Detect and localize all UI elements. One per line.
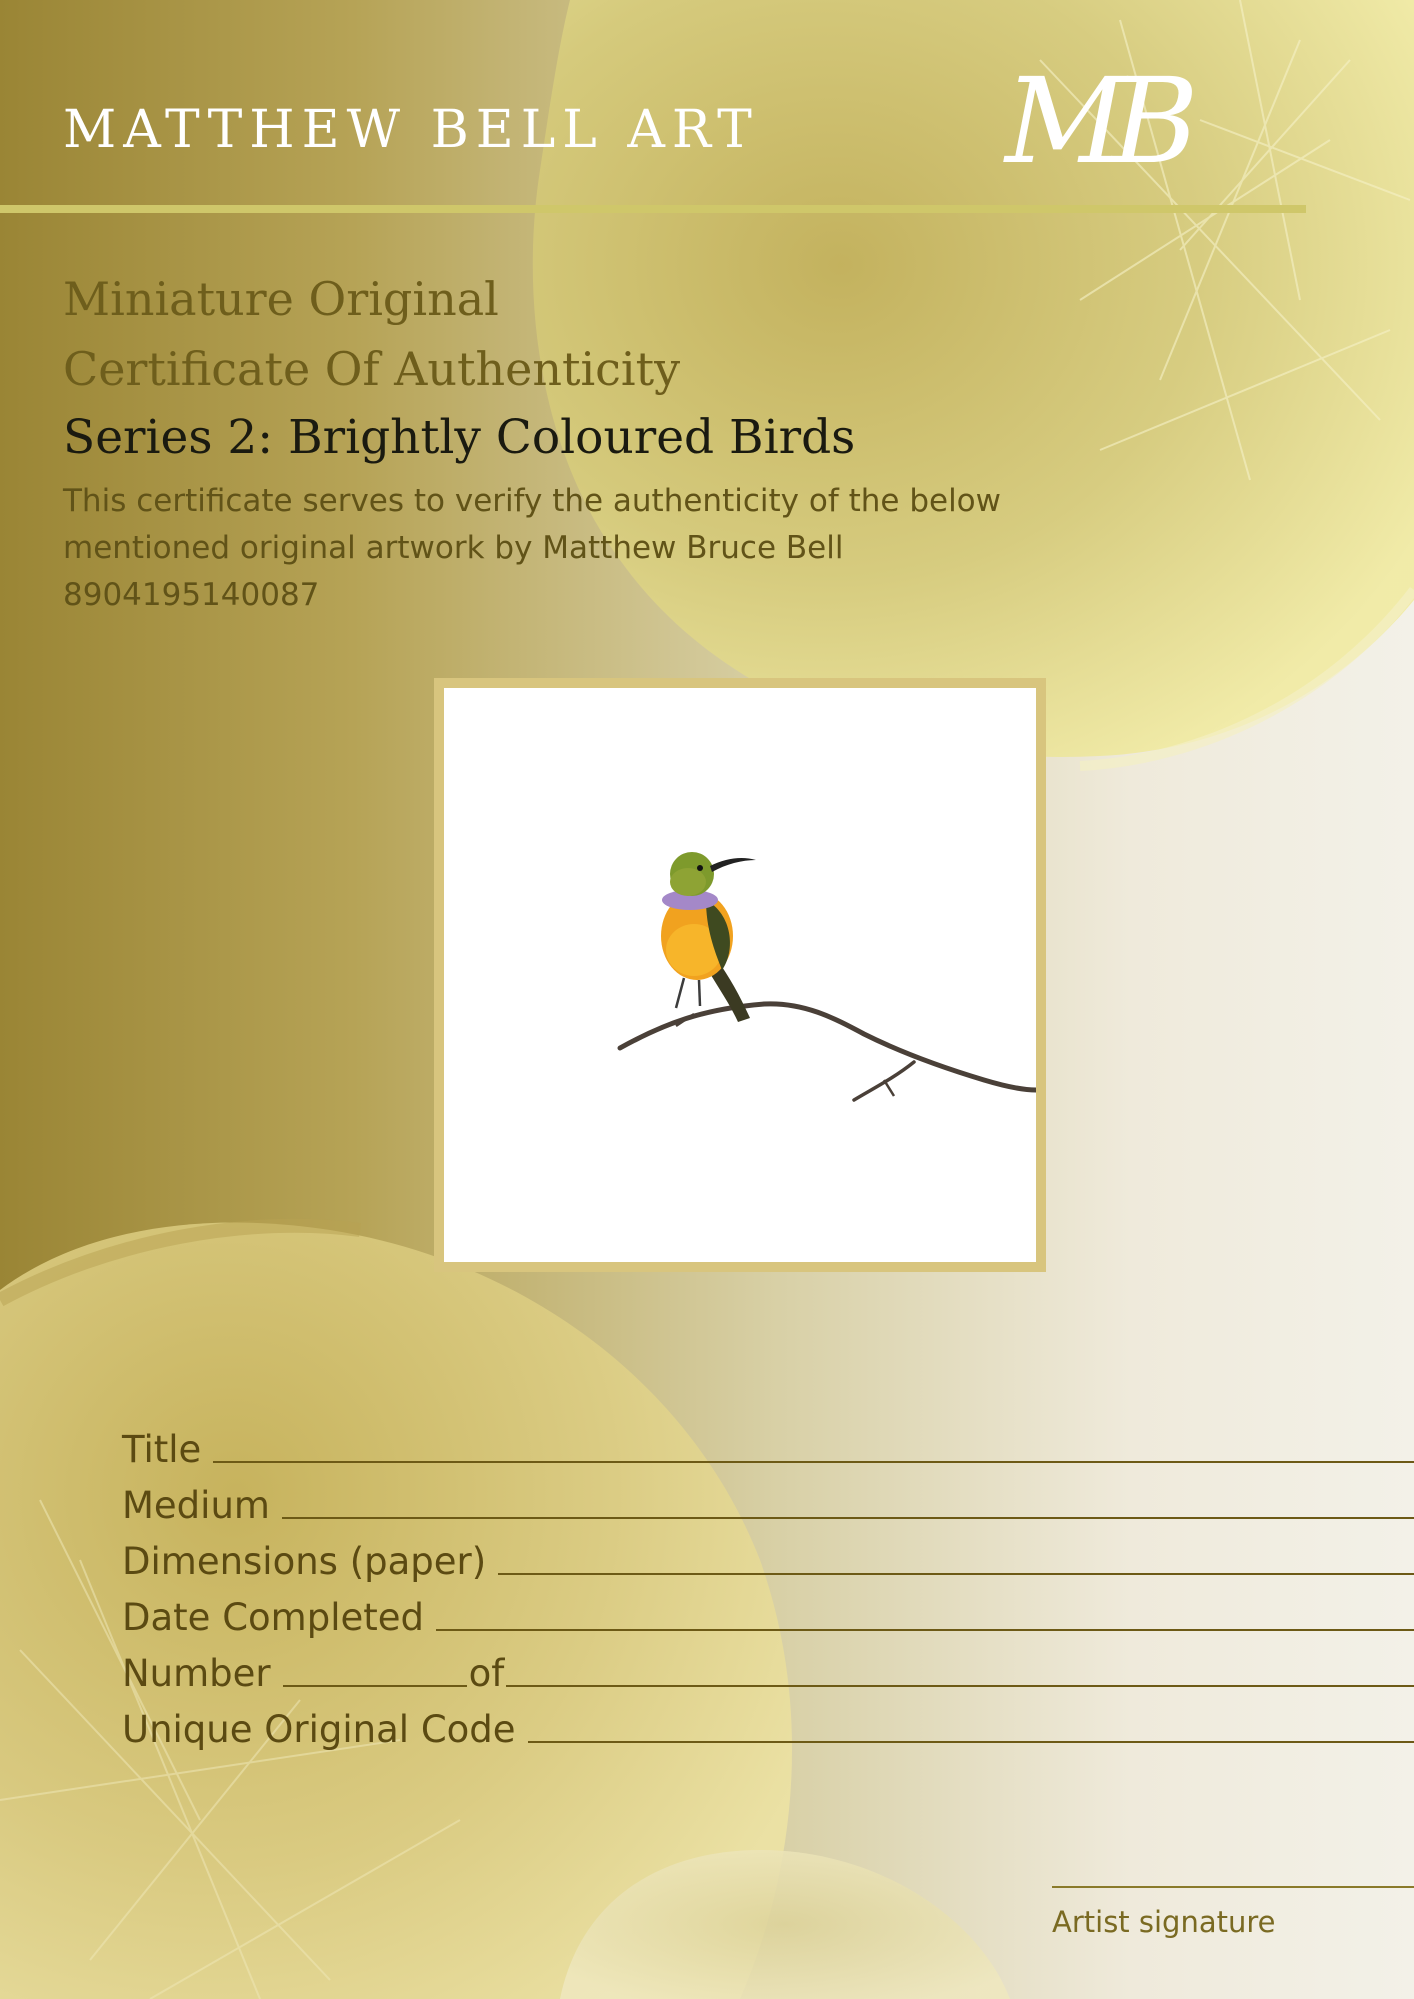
artwork-image	[444, 688, 1036, 1262]
signature-label: Artist signature	[1052, 1905, 1276, 1939]
certificate-kind: Miniature Original	[63, 272, 499, 326]
header-divider	[0, 205, 1306, 213]
dimensions-field	[122, 1527, 1414, 1583]
number-field	[122, 1639, 1414, 1695]
series-title: Series 2: Brightly Coloured Birds	[63, 410, 856, 465]
number-label: Number	[122, 1652, 271, 1695]
dimensions-line[interactable]	[498, 1573, 1414, 1575]
brand-name: MATTHEW BELL ART	[63, 100, 759, 160]
dimensions-label: Dimensions (paper)	[122, 1540, 487, 1583]
artwork-details-form	[122, 1415, 1414, 1751]
medium-field	[122, 1471, 1414, 1527]
date-completed-field	[122, 1583, 1414, 1639]
medium-label: Medium	[122, 1484, 270, 1527]
unique-code-field	[122, 1695, 1414, 1751]
title-line[interactable]	[213, 1461, 1414, 1463]
signature-line[interactable]	[1052, 1886, 1414, 1888]
number-line[interactable]	[283, 1685, 467, 1687]
reference-number: 8904195140087	[63, 577, 320, 613]
number-of-label: of	[468, 1652, 505, 1695]
title-label: Title	[122, 1428, 202, 1471]
certificate-intro	[63, 478, 1001, 619]
medium-line[interactable]	[282, 1517, 1414, 1519]
intro-line-2: mentioned original artwork by Matthew Bruce Bell	[63, 530, 844, 566]
unique-code-line[interactable]	[528, 1741, 1414, 1743]
unique-code-label: Unique Original Code	[122, 1708, 516, 1751]
date-completed-line[interactable]	[436, 1629, 1414, 1631]
artwork-frame	[434, 678, 1046, 1272]
title-field	[122, 1415, 1414, 1471]
certificate-title: Certificate Of Authenticity	[63, 342, 681, 396]
intro-line-1: This certificate serves to verify the authenticity of the below	[63, 483, 1002, 519]
brand-monogram: MB	[1005, 52, 1185, 190]
number-total-line[interactable]	[506, 1685, 1414, 1687]
date-completed-label: Date Completed	[122, 1596, 424, 1639]
bird-on-branch-illustration	[444, 688, 1036, 1262]
